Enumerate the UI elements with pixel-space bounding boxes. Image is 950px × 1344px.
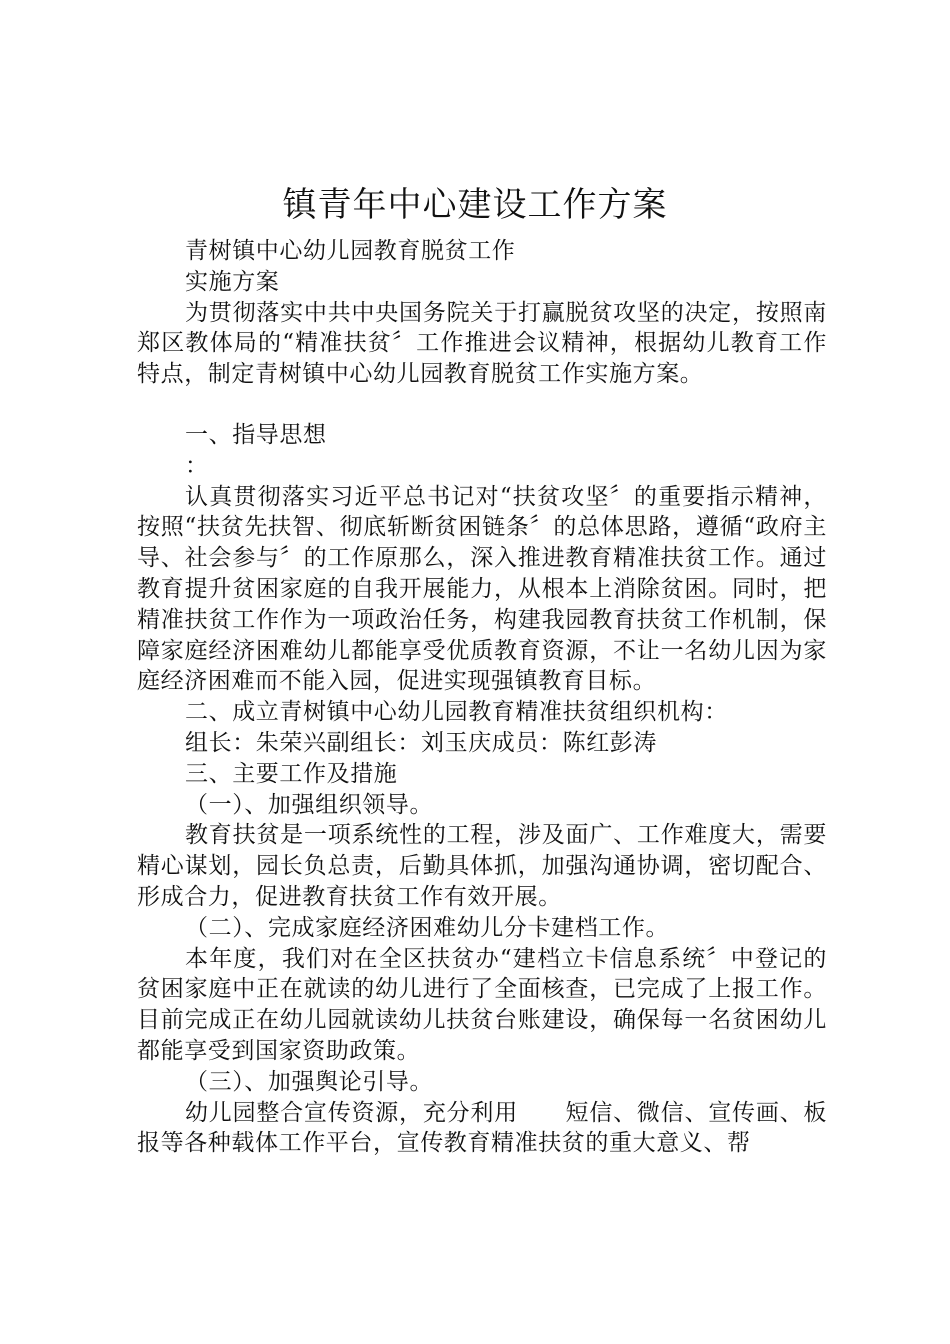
colon-line: ： [185, 452, 209, 479]
section-heading-guiding: 一、指导思想 [185, 421, 327, 448]
section-heading-measures: 三、主要工作及措施 [185, 760, 398, 787]
subsection-paragraph-3: 幼儿园整合宣传资源，充分利用 短信、微信、宣传画、板报等各种载体工作平台，宣传教育精准扶贫的重大意义、帮 [137, 1099, 827, 1157]
subsection-paragraph-1: 教育扶贫是一项系统性的工程，涉及面广、工作难度大，需要精心谋划，园长负总责，后勤具体抓，加强沟通协调，密切配合、形成合力，促进教育扶贫工作有效开展。 [137, 822, 827, 910]
subsection-heading-2: （二）、完成家庭经济困难幼儿分卡建档工作。 [185, 914, 670, 941]
section-heading-organization: 二、成立青树镇中心幼儿园教育精准扶贫组织机构： [185, 699, 728, 726]
subtitle-line-2: 实施方案 [185, 268, 280, 295]
document-body [137, 236, 827, 1159]
organization-members: 组长：朱荣兴副组长：刘玉庆成员：陈红彭涛 [185, 729, 657, 756]
subsection-paragraph-2: 本年度，我们对在全区扶贫办“建档立卡信息系统〞中登记的贫困家庭中正在就读的幼儿进行了全面核查，已完成了上报工作。目前完成正在幼儿园就读幼儿扶贫台账建设，确保每一名贫困幼儿都能享受到国家资助政策。 [137, 945, 827, 1064]
intro-paragraph: 为贯彻落实中共中央国务院关于打赢脱贫攻坚的决定，按照南郑区教体局的“精准扶贫〞工作推进会议精神，根据幼儿教育工作特点，制定青树镇中心幼儿园教育脱贫工作实施方案。 [137, 299, 827, 388]
subsection-heading-3: （三）、加强舆论引导。 [185, 1068, 434, 1095]
guiding-paragraph: 认真贯彻落实习近平总书记对“扶贫攻坚〞的重要指示精神，按照“扶贫先扶智、彻底斩断贫困链条〞的总体思路，遵循“政府主导、社会参与〞的工作原那么，深入推进教育精准扶贫工作。通过教育提升贫困家庭的自我开展能力，从根本上消除贫困。同时，把精准扶贫工作作为一项政治任务，构建我园教育扶贫工作机制，保障家庭经济困难幼儿都能享受优质教育资源，不让一名幼儿因为家庭经济困难而不能入园，促进实现强镇教育目标。 [137, 483, 827, 695]
subtitle-line-1: 青树镇中心幼儿园教育脱贫工作 [185, 238, 516, 264]
document-title: 镇青年中心建设工作方案 [282, 185, 668, 225]
subsection-heading-1: （一）、加强组织领导。 [185, 791, 434, 818]
